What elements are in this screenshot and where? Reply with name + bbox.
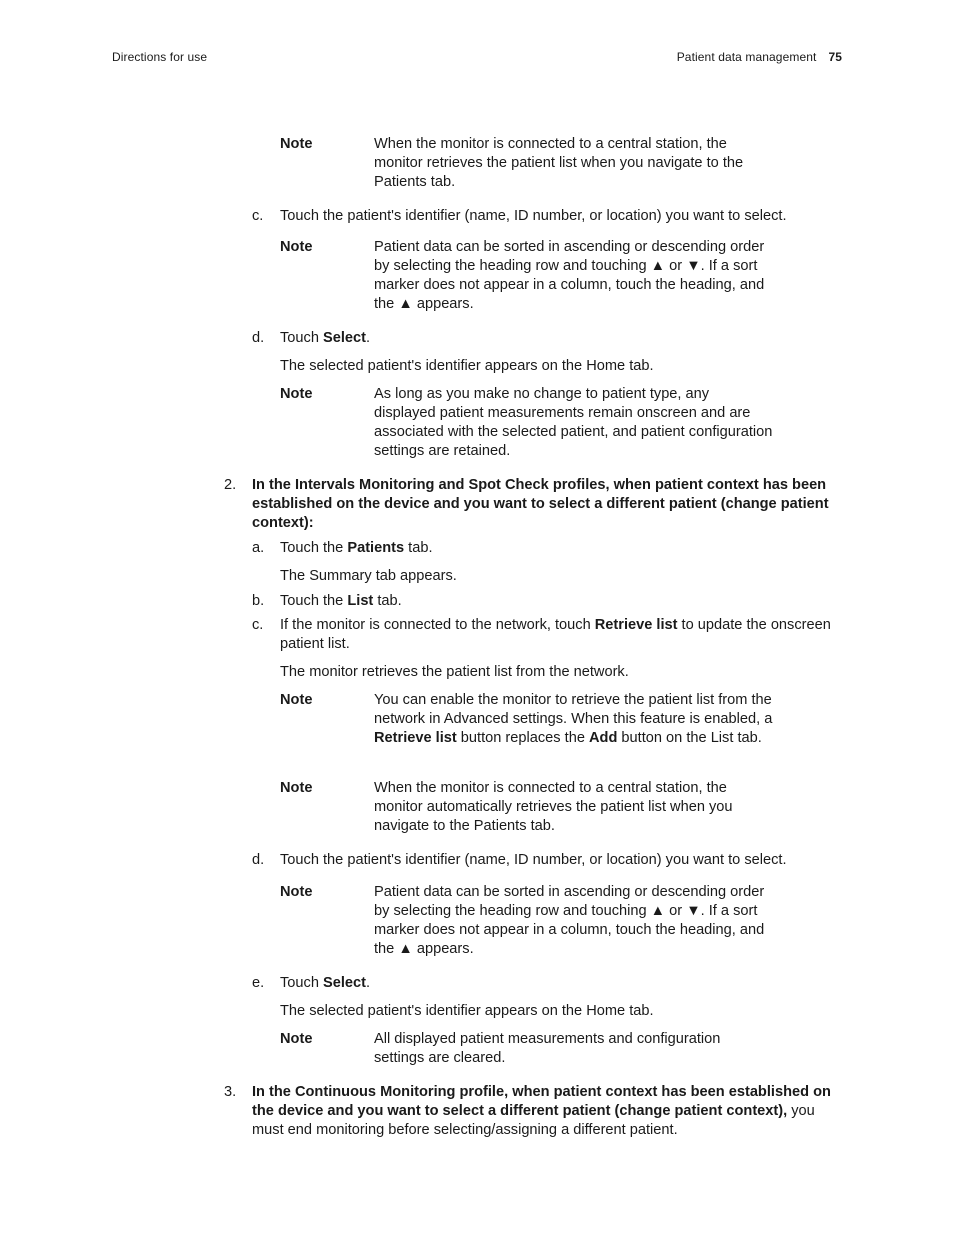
text-run: tab.	[404, 540, 433, 556]
running-header-right	[677, 50, 842, 64]
text-run: Touch the	[280, 593, 348, 609]
ui-term: Retrieve list	[594, 617, 678, 633]
note-text: Patient data can be sorted in ascending or descending order by selecting the heading row and touching ▲ or ▼. If a sort marker does not appear in a column, touch the heading, and the ▲ appears.	[374, 239, 765, 312]
note-text: Patient data can be sorted in ascending or descending order by selecting the heading row and touching ▲ or ▼. If a sort marker does not appear in a column, touch the heading, and the ▲ appears.	[374, 884, 765, 957]
result-text: The Summary tab appears.	[280, 568, 457, 584]
text-run: button replaces the	[456, 730, 589, 746]
text-run: If the monitor is connected to the network, touch	[280, 617, 595, 633]
list-marker: a.	[252, 540, 265, 556]
text-run: button on the List tab.	[617, 730, 762, 746]
section-title: Patient data management	[676, 50, 817, 64]
step-heading: In the Intervals Monitoring and Spot Check profiles, when patient context has been established on the device and you want to select a different patient (change patient context):	[252, 477, 829, 531]
step-number: 3.	[224, 1084, 237, 1100]
note-label: Note	[280, 780, 313, 796]
text-run: Touch	[280, 330, 323, 346]
result-text: The selected patient's identifier appears on the Home tab.	[280, 358, 654, 374]
list-marker: b.	[252, 593, 265, 609]
text-run: tab.	[373, 593, 402, 609]
page-number: 75	[828, 50, 842, 64]
list-marker: d.	[252, 852, 265, 868]
ui-term: Add	[589, 730, 618, 746]
list-marker: d.	[252, 330, 265, 346]
result-text: The monitor retrieves the patient list from the network.	[280, 664, 629, 680]
note-label: Note	[280, 386, 313, 402]
note-text: All displayed patient measurements and configuration settings are cleared.	[374, 1031, 721, 1066]
text-run: .	[366, 330, 371, 346]
note-label: Note	[280, 1031, 313, 1047]
note-label: Note	[280, 239, 313, 255]
instruction-text	[280, 616, 840, 654]
list-marker: c.	[252, 208, 264, 224]
text-run: Touch	[280, 975, 323, 991]
ui-term: List	[347, 593, 374, 609]
ui-term: Select	[323, 975, 366, 991]
step-heading-bold: In the Continuous Monitoring profile, when patient context has been established on the device and you want to select a different patient (change patient context),	[252, 1084, 831, 1119]
ui-term: Retrieve list	[374, 730, 457, 746]
instruction-text	[280, 539, 840, 558]
step-number: 2.	[224, 477, 237, 493]
step-heading	[252, 1083, 842, 1140]
result-text: The selected patient's identifier appears on the Home tab.	[280, 1003, 654, 1019]
list-marker: e.	[252, 975, 265, 991]
text-run: Touch the	[280, 540, 348, 556]
text-run: You can enable the monitor to retrieve the patient list from the network in Advanced settings. When this feature is enabled, a	[374, 692, 773, 727]
ui-term: Patients	[347, 540, 405, 556]
instruction-text	[280, 592, 840, 611]
note-text: When the monitor is connected to a central station, the monitor automatically retrieves the patient list when you navigate to the Patients tab.	[374, 780, 733, 834]
instruction-text: Touch the patient's identifier (name, ID number, or location) you want to select.	[280, 208, 787, 224]
text-run: .	[366, 975, 371, 991]
instruction-text: Touch the patient's identifier (name, ID number, or location) you want to select.	[280, 852, 787, 868]
note-text: When the monitor is connected to a central station, the monitor retrieves the patient list when you navigate to the Patients tab.	[374, 136, 744, 190]
text-run: to update the onscreen patient list.	[280, 617, 831, 652]
note-label: Note	[280, 136, 313, 152]
note-text: As long as you make no change to patient type, any displayed patient measurements remain onscreen and are associated with the selected patient, and patient configuration settings are retained.	[374, 386, 773, 459]
note-label: Note	[280, 884, 313, 900]
instruction-text	[280, 974, 840, 993]
ui-term: Select	[323, 330, 366, 346]
instruction-text	[280, 329, 840, 348]
text-run: you must end monitoring before selecting/assigning a different patient.	[252, 1103, 815, 1138]
running-header-left: Directions for use	[112, 50, 208, 64]
note-text	[374, 691, 774, 748]
list-marker: c.	[252, 617, 264, 633]
note-label: Note	[280, 692, 313, 708]
